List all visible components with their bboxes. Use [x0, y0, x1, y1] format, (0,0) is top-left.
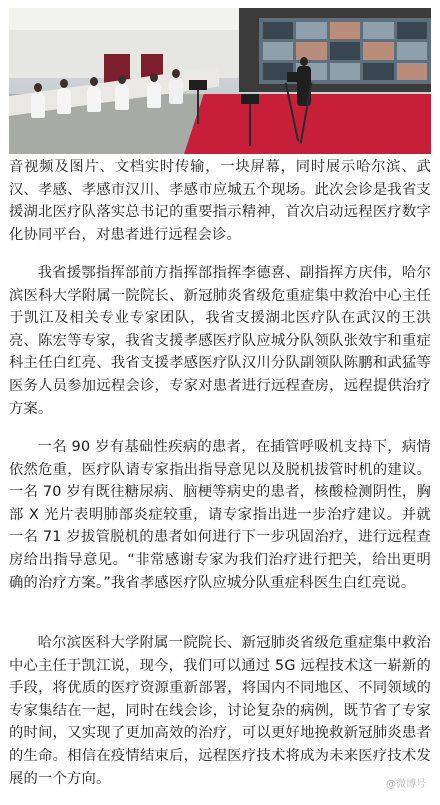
meeting-room-photo [9, 8, 431, 154]
article-paragraph-3: 一名 90 岁有基础性疾病的患者，在插管呼吸机支持下，病情依然危重，医疗队请专家指出指导意见以及脱机拔管时机的建议。一名 70 岁有既往糖尿病、脑梗等病史的患者，核酸检测阴性，胸部 X 光片表明肺部炎症较重，请专家指出进一步治疗建议。并就一名 71 岁拔管脱机的患者如何进行下一步巩固治疗，进行远程查房给出指导意见。“非常感谢专家为我们治疗进行把关，给出更明确的治疗方案。”我省孝感医疗队应城分队重症科医生白红亮说。 [9, 439, 431, 591]
attendee [31, 92, 45, 118]
attendee [147, 82, 161, 108]
tripod [197, 90, 199, 124]
attendee [57, 88, 71, 114]
attendee [87, 86, 101, 112]
attendee [115, 84, 129, 110]
article-paragraph-2: 我省援鄂指挥部前方指挥部指挥李德喜、副指挥方庆伟，哈尔滨医科大学附属一院院长、新冠肺炎省级危重症集中救治中心主任于凯江及相关专业专家团队，我省支援湖北医疗队在武汉的王洪亮、陈宏等专家，我省支援孝感医疗队应城分队领队张效宇和重症科主任白红亮、我省支援孝感医疗队汉川分队副领队陈鹏和武猛等医务人员参加远程会诊，专家对患者进行远程查房，远程提供治疗方案。 [9, 265, 431, 417]
article-paragraph-1: 音视频及图片、文档实时传输，一块屏幕，同时展示哈尔滨、武汉、孝感、孝感市汉川、孝感市应城五个现场。此次会诊是我省支援湖北医疗队落实总书记的重要指示精神，首次启动远程医疗数字化协同平台，对患者进行远程会诊。 [9, 159, 431, 243]
tripod [249, 104, 251, 146]
video-camera [287, 72, 303, 82]
video-camera [189, 80, 207, 90]
attendee [169, 78, 183, 104]
article-paragraph-4: 哈尔滨医科大学附属一院院长、新冠肺炎省级危重症集中救治中心主任于凯江说，现今，我们可以通过 5G 远程技术这一崭新的手段，将优质的医疗资源重新部署，将国内不同地区、不同领域的专家集结在一起，同时在线会诊，讨论复杂的病例，既节省了专家的时间，又实现了更加高效的治疗，可以更好地挽救新冠肺炎患者的生命。相信在疫情结束后，远程医疗技术将成为未来医疗技术发展的一个方向。 [9, 635, 431, 787]
video-wall-screen [259, 18, 431, 84]
video-camera [241, 94, 259, 104]
watermark: @微博号 [386, 779, 426, 790]
